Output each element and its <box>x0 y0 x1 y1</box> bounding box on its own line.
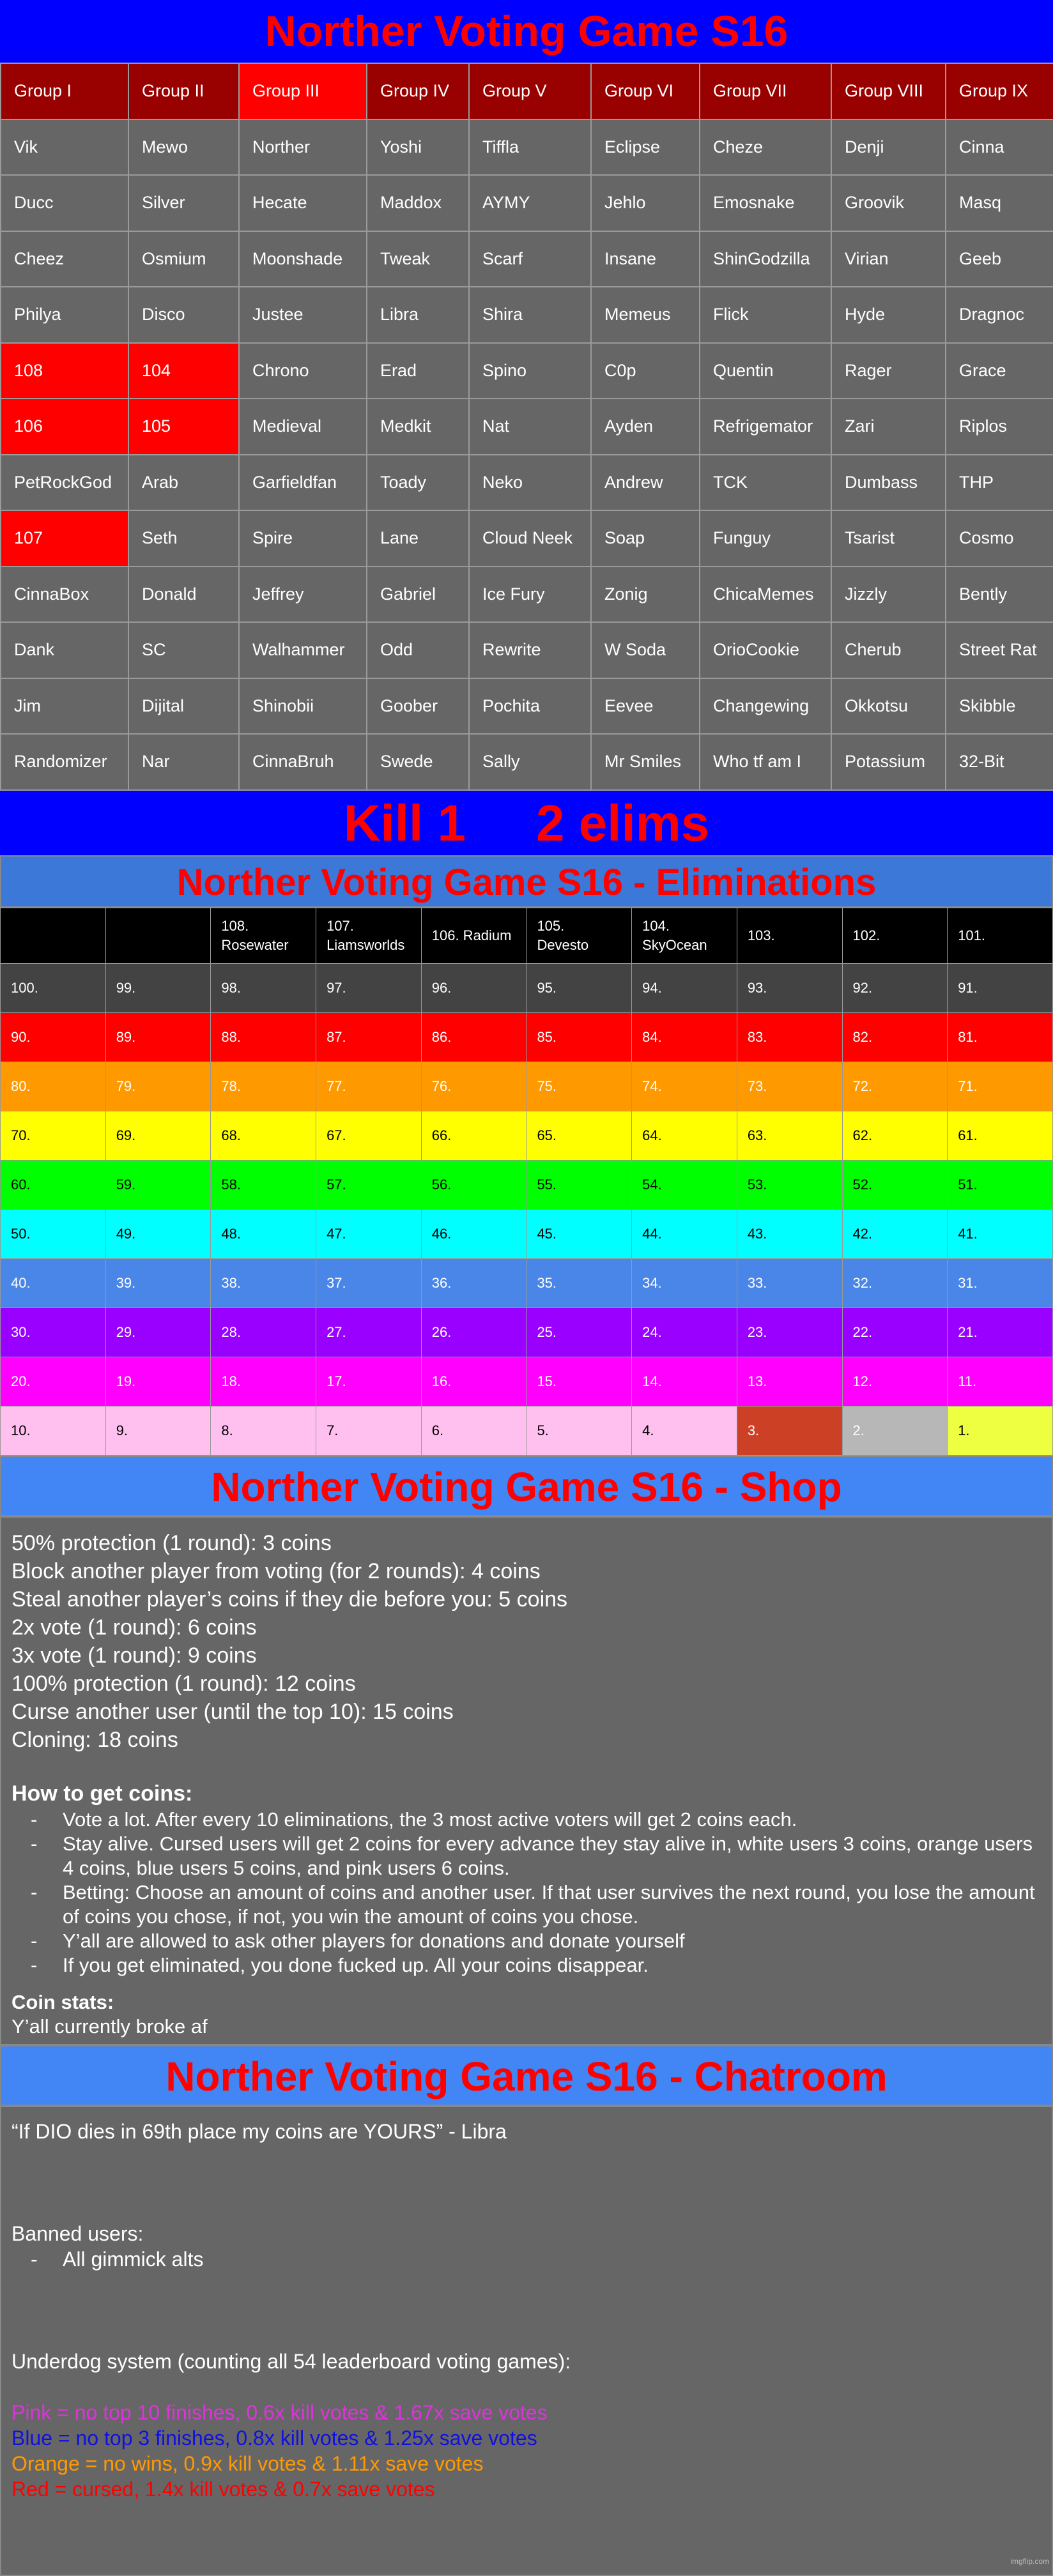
player-cell: PetRockGod <box>1 455 128 511</box>
placement-cell: 57. <box>316 1160 422 1209</box>
player-cell: Shira <box>469 287 591 343</box>
banned-heading: Banned users: <box>12 2222 144 2245</box>
player-cell: AYMY <box>469 175 591 231</box>
placement-cell: 68. <box>211 1111 316 1160</box>
player-cell: Geeb <box>946 231 1053 287</box>
player-cell: Insane <box>591 231 700 287</box>
player-cell: Soap <box>591 510 700 567</box>
placement-cell: 69. <box>105 1111 211 1160</box>
placement-cell: 36. <box>421 1258 526 1307</box>
placement-cell: 29. <box>105 1307 211 1357</box>
underdog-legend-item: Pink = no top 10 finishes, 0.6x kill votes & 1.67x save votes <box>12 2400 548 2424</box>
player-cell: Masq <box>946 175 1053 231</box>
placement-cell: 35. <box>526 1258 632 1307</box>
player-cell: Spire <box>239 510 367 567</box>
placement-cell: 72. <box>842 1062 948 1111</box>
player-cell: 108 <box>1 343 128 399</box>
group-header: Group VIII <box>831 63 946 119</box>
placement-row <box>1 1012 1053 1062</box>
placement-cell: 39. <box>105 1258 211 1307</box>
placement-cell: 56. <box>421 1160 526 1209</box>
placement-row <box>1 1111 1053 1160</box>
shop-item: 2x vote (1 round): 6 coins <box>12 1615 257 1640</box>
player-cell: Jehlo <box>591 175 700 231</box>
shop-title: Norther Voting Game S16 - Shop <box>0 1456 1053 1516</box>
player-cell: Lane <box>367 510 469 567</box>
player-cell: Vik <box>1 119 128 176</box>
placement-cell: 80. <box>1 1062 106 1111</box>
placement-cell: 63. <box>737 1111 842 1160</box>
placement-cell: 19. <box>105 1357 211 1406</box>
groups-row <box>1 510 1053 567</box>
placement-cell: 60. <box>1 1160 106 1209</box>
player-cell: Dijital <box>128 678 239 735</box>
how-heading: How to get coins: <box>12 1781 193 1806</box>
groups-row <box>1 287 1053 343</box>
elimination-slot: 101. <box>948 908 1053 963</box>
placement-cell: 3. <box>737 1406 842 1455</box>
shop-item: Steal another player’s coins if they die before you: 5 coins <box>12 1587 568 1612</box>
player-cell: 104 <box>128 343 239 399</box>
group-header: Group I <box>1 63 128 119</box>
player-cell: OrioCookie <box>700 622 831 678</box>
player-cell: W Soda <box>591 622 700 678</box>
groups-table <box>0 63 1053 791</box>
placement-cell: 30. <box>1 1307 106 1357</box>
group-header: Group IV <box>367 63 469 119</box>
groups-header-row <box>1 63 1053 119</box>
placement-cell: 31. <box>948 1258 1053 1307</box>
player-cell: Goober <box>367 678 469 735</box>
groups-row <box>1 734 1053 790</box>
placement-cell: 76. <box>421 1062 526 1111</box>
placement-row <box>1 1160 1053 1209</box>
placement-cell: 97. <box>316 963 422 1012</box>
shop-item: Block another player from voting (for 2 rounds): 4 coins <box>12 1559 541 1583</box>
placement-cell: 11. <box>948 1357 1053 1406</box>
player-cell: Hyde <box>831 287 946 343</box>
player-cell: TCK <box>700 455 831 511</box>
placement-cell: 20. <box>1 1357 106 1406</box>
placement-cell: 88. <box>211 1012 316 1062</box>
how-item: - Vote a lot. After every 10 eliminations, the 3 most active voters will get 2 coins each. <box>31 1808 1041 1832</box>
player-cell: Memeus <box>591 287 700 343</box>
placement-cell: 85. <box>526 1012 632 1062</box>
placement-cell: 77. <box>316 1062 422 1111</box>
player-cell: CinnaBruh <box>239 734 367 790</box>
player-cell: Flick <box>700 287 831 343</box>
player-cell: Emosnake <box>700 175 831 231</box>
player-cell: Silver <box>128 175 239 231</box>
groups-row <box>1 622 1053 678</box>
player-cell: Maddox <box>367 175 469 231</box>
placement-cell: 22. <box>842 1307 948 1357</box>
underdog-legend-item: Blue = no top 3 finishes, 0.8x kill votes & 1.25x save votes <box>12 2426 537 2450</box>
placement-cell: 24. <box>632 1307 737 1357</box>
elimination-slot: 107. Liamsworlds <box>316 908 422 963</box>
coin-stats-heading: Coin stats: <box>12 1990 114 2013</box>
placement-cell: 23. <box>737 1307 842 1357</box>
player-cell: Dragnoc <box>946 287 1053 343</box>
placement-cell: 74. <box>632 1062 737 1111</box>
player-cell: Osmium <box>128 231 239 287</box>
player-cell: Grace <box>946 343 1053 399</box>
player-cell: Skibble <box>946 678 1053 735</box>
groups-row <box>1 678 1053 735</box>
placement-cell: 48. <box>211 1209 316 1258</box>
placement-cell: 65. <box>526 1111 632 1160</box>
groups-row <box>1 399 1053 455</box>
watermark: imgflip.com <box>1010 2557 1049 2566</box>
player-cell: Cherub <box>831 622 946 678</box>
chatroom-title: Norther Voting Game S16 - Chatroom <box>0 2045 1053 2106</box>
how-item: - If you get eliminated, you done fucked up. All your coins disappear. <box>31 1953 1041 1978</box>
placement-cell: 7. <box>316 1406 422 1455</box>
placement-cell: 92. <box>842 963 948 1012</box>
group-header: Group VI <box>591 63 700 119</box>
elimination-slot: 104. SkyOcean <box>632 908 737 963</box>
placement-cell: 59. <box>105 1160 211 1209</box>
player-cell: Gabriel <box>367 567 469 623</box>
player-cell: Cheze <box>700 119 831 176</box>
player-cell: Funguy <box>700 510 831 567</box>
player-cell: Denji <box>831 119 946 176</box>
quote: “If DIO dies in 69th place my coins are YOURS” - Libra <box>12 2119 507 2143</box>
placement-cell: 82. <box>842 1012 948 1062</box>
elimination-slot <box>1 908 106 963</box>
placement-cell: 79. <box>105 1062 211 1111</box>
player-cell: Garfieldfan <box>239 455 367 511</box>
player-cell: Ice Fury <box>469 567 591 623</box>
placement-cell: 37. <box>316 1258 422 1307</box>
player-cell: Zonig <box>591 567 700 623</box>
placement-cell: 25. <box>526 1307 632 1357</box>
player-cell: Potassium <box>831 734 946 790</box>
placement-cell: 98. <box>211 963 316 1012</box>
underdog-heading: Underdog system (counting all 54 leaderboard voting games): <box>12 2349 571 2373</box>
player-cell: Ducc <box>1 175 128 231</box>
player-cell: Bently <box>946 567 1053 623</box>
player-cell: Groovik <box>831 175 946 231</box>
player-cell: Scarf <box>469 231 591 287</box>
placement-cell: 46. <box>421 1209 526 1258</box>
placement-cell: 10. <box>1 1406 106 1455</box>
placement-cell: 99. <box>105 963 211 1012</box>
how-item: - Betting: Choose an amount of coins and another user. If that user survives the next round, you lose the amount of coins you chose, if not, you win the amount of coins you chose. <box>31 1880 1041 1929</box>
placement-cell: 83. <box>737 1012 842 1062</box>
placement-cell: 32. <box>842 1258 948 1307</box>
placement-cell: 8. <box>211 1406 316 1455</box>
placement-cell: 90. <box>1 1012 106 1062</box>
placement-cell: 41. <box>948 1209 1053 1258</box>
player-cell: Quentin <box>700 343 831 399</box>
placement-cell: 50. <box>1 1209 106 1258</box>
kill-banner <box>0 791 1053 855</box>
player-cell: Virian <box>831 231 946 287</box>
player-cell: Mewo <box>128 119 239 176</box>
player-cell: Spino <box>469 343 591 399</box>
player-cell: Nat <box>469 399 591 455</box>
placement-cell: 34. <box>632 1258 737 1307</box>
player-cell: Nar <box>128 734 239 790</box>
coin-stats: Y’all currently broke af <box>12 2015 208 2038</box>
placement-cell: 13. <box>737 1357 842 1406</box>
player-cell: 107 <box>1 510 128 567</box>
player-cell: Cloud Neek <box>469 510 591 567</box>
player-cell: Rewrite <box>469 622 591 678</box>
placement-cell: 96. <box>421 963 526 1012</box>
player-cell: Dank <box>1 622 128 678</box>
player-cell: Riplos <box>946 399 1053 455</box>
placement-cell: 21. <box>948 1307 1053 1357</box>
eliminations-table <box>0 908 1053 1456</box>
player-cell: Eevee <box>591 678 700 735</box>
placement-cell: 81. <box>948 1012 1053 1062</box>
player-cell: Mr Smiles <box>591 734 700 790</box>
placement-cell: 62. <box>842 1111 948 1160</box>
placement-cell: 16. <box>421 1357 526 1406</box>
placement-cell: 75. <box>526 1062 632 1111</box>
placement-cell: 51. <box>948 1160 1053 1209</box>
placement-row <box>1 1357 1053 1406</box>
page-title: Norther Voting Game S16 <box>0 0 1053 63</box>
placement-cell: 84. <box>632 1012 737 1062</box>
elimination-slot: 102. <box>842 908 948 963</box>
placement-cell: 86. <box>421 1012 526 1062</box>
player-cell: THP <box>946 455 1053 511</box>
player-cell: Tsarist <box>831 510 946 567</box>
player-cell: Yoshi <box>367 119 469 176</box>
player-cell: Swede <box>367 734 469 790</box>
shop-item: Cloning: 18 coins <box>12 1727 178 1752</box>
eliminations-title: Norther Voting Game S16 - Eliminations <box>0 855 1053 908</box>
placement-cell: 1. <box>948 1406 1053 1455</box>
shop-item: Curse another user (until the top 10): 15 coins <box>12 1699 454 1724</box>
player-cell: Okkotsu <box>831 678 946 735</box>
player-cell: Walhammer <box>239 622 367 678</box>
player-cell: Odd <box>367 622 469 678</box>
placement-cell: 55. <box>526 1160 632 1209</box>
player-cell: Neko <box>469 455 591 511</box>
player-cell: C0p <box>591 343 700 399</box>
player-cell: 105 <box>128 399 239 455</box>
player-cell: Cosmo <box>946 510 1053 567</box>
placement-cell: 67. <box>316 1111 422 1160</box>
placement-cell: 93. <box>737 963 842 1012</box>
player-cell: 32-Bit <box>946 734 1053 790</box>
player-cell: Jeffrey <box>239 567 367 623</box>
underdog-legend-item: Orange = no wins, 0.9x kill votes & 1.11x save votes <box>12 2451 484 2475</box>
player-cell: Andrew <box>591 455 700 511</box>
placement-cell: 42. <box>842 1209 948 1258</box>
player-cell: Medieval <box>239 399 367 455</box>
group-header: Group IX <box>946 63 1053 119</box>
player-cell: Cheez <box>1 231 128 287</box>
placement-cell: 12. <box>842 1357 948 1406</box>
elimination-slot: 108. Rosewater <box>211 908 316 963</box>
shop-item: 3x vote (1 round): 9 coins <box>12 1643 257 1668</box>
groups-row <box>1 455 1053 511</box>
placement-cell: 38. <box>211 1258 316 1307</box>
placement-cell: 33. <box>737 1258 842 1307</box>
player-cell: Donald <box>128 567 239 623</box>
groups-row <box>1 567 1053 623</box>
placement-row <box>1 963 1053 1012</box>
player-cell: 106 <box>1 399 128 455</box>
how-item: - Y’all are allowed to ask other players for donations and donate yourself <box>31 1929 1041 1953</box>
player-cell: Norther <box>239 119 367 176</box>
placement-cell: 47. <box>316 1209 422 1258</box>
placement-cell: 14. <box>632 1357 737 1406</box>
player-cell: Ayden <box>591 399 700 455</box>
player-cell: Refrigemator <box>700 399 831 455</box>
groups-row <box>1 343 1053 399</box>
player-cell: Dumbass <box>831 455 946 511</box>
player-cell: Zari <box>831 399 946 455</box>
placement-row <box>1 1209 1053 1258</box>
how-item: - Stay alive. Cursed users will get 2 coins for every advance they stay alive in, white users 3 coins, orange users 4 coins, blue users 5 coins, and pink users 6 coins. <box>31 1832 1041 1880</box>
placement-cell: 53. <box>737 1160 842 1209</box>
shop-content <box>0 1516 1053 2045</box>
player-cell: Cinna <box>946 119 1053 176</box>
player-cell: Changewing <box>700 678 831 735</box>
player-cell: Toady <box>367 455 469 511</box>
player-cell: Shinobii <box>239 678 367 735</box>
groups-row <box>1 119 1053 176</box>
placement-cell: 6. <box>421 1406 526 1455</box>
player-cell: Tweak <box>367 231 469 287</box>
player-cell: Rager <box>831 343 946 399</box>
player-cell: Disco <box>128 287 239 343</box>
player-cell: Libra <box>367 287 469 343</box>
player-cell: Chrono <box>239 343 367 399</box>
placement-cell: 54. <box>632 1160 737 1209</box>
player-cell: SC <box>128 622 239 678</box>
placement-cell: 2. <box>842 1406 948 1455</box>
player-cell: ShinGodzilla <box>700 231 831 287</box>
player-cell: Moonshade <box>239 231 367 287</box>
placement-cell: 40. <box>1 1258 106 1307</box>
player-cell: ChicaMemes <box>700 567 831 623</box>
group-header: Group II <box>128 63 239 119</box>
player-cell: Seth <box>128 510 239 567</box>
groups-row <box>1 175 1053 231</box>
placement-cell: 44. <box>632 1209 737 1258</box>
placement-row <box>1 1406 1053 1455</box>
player-cell: Jim <box>1 678 128 735</box>
placement-cell: 66. <box>421 1111 526 1160</box>
player-cell: Philya <box>1 287 128 343</box>
placement-row <box>1 1258 1053 1307</box>
underdog-legend-item: Red = cursed, 1.4x kill votes & 0.7x save votes <box>12 2477 435 2501</box>
player-cell: Hecate <box>239 175 367 231</box>
player-cell: Sally <box>469 734 591 790</box>
placement-cell: 28. <box>211 1307 316 1357</box>
player-cell: Erad <box>367 343 469 399</box>
player-cell: Jizzly <box>831 567 946 623</box>
kill-count: Kill 1 <box>343 794 466 851</box>
elimination-slot: 103. <box>737 908 842 963</box>
chatroom-content <box>0 2106 1053 2576</box>
elimination-slot: 105. Devesto <box>526 908 632 963</box>
groups-row <box>1 231 1053 287</box>
placement-cell: 5. <box>526 1406 632 1455</box>
placement-cell: 70. <box>1 1111 106 1160</box>
placement-cell: 58. <box>211 1160 316 1209</box>
player-cell: CinnaBox <box>1 567 128 623</box>
placement-cell: 61. <box>948 1111 1053 1160</box>
placement-cell: 4. <box>632 1406 737 1455</box>
placement-cell: 95. <box>526 963 632 1012</box>
placement-cell: 94. <box>632 963 737 1012</box>
placement-cell: 100. <box>1 963 106 1012</box>
placement-cell: 49. <box>105 1209 211 1258</box>
group-header: Group V <box>469 63 591 119</box>
shop-item: 100% protection (1 round): 12 coins <box>12 1671 356 1696</box>
shop-item: 50% protection (1 round): 3 coins <box>12 1530 332 1555</box>
player-cell: Justee <box>239 287 367 343</box>
player-cell: Street Rat <box>946 622 1053 678</box>
player-cell: Arab <box>128 455 239 511</box>
player-cell: Medkit <box>367 399 469 455</box>
group-header: Group VII <box>700 63 831 119</box>
placement-cell: 26. <box>421 1307 526 1357</box>
placement-cell: 18. <box>211 1357 316 1406</box>
placement-cell: 45. <box>526 1209 632 1258</box>
player-cell: Who tf am I <box>700 734 831 790</box>
placement-cell: 9. <box>105 1406 211 1455</box>
elim-count: 2 elims <box>535 794 710 851</box>
elimination-slot <box>105 908 211 963</box>
player-cell: Pochita <box>469 678 591 735</box>
placement-cell: 71. <box>948 1062 1053 1111</box>
placement-cell: 73. <box>737 1062 842 1111</box>
player-cell: Tiffla <box>469 119 591 176</box>
elimination-slot: 106. Radium <box>421 908 526 963</box>
banned-item: - All gimmick alts <box>31 2246 1041 2272</box>
placement-cell: 91. <box>948 963 1053 1012</box>
placement-cell: 89. <box>105 1012 211 1062</box>
player-cell: Eclipse <box>591 119 700 176</box>
eliminations-header-row <box>1 908 1053 963</box>
placement-cell: 87. <box>316 1012 422 1062</box>
placement-cell: 52. <box>842 1160 948 1209</box>
group-header: Group III <box>239 63 367 119</box>
player-cell: Randomizer <box>1 734 128 790</box>
placement-cell: 78. <box>211 1062 316 1111</box>
placement-row <box>1 1307 1053 1357</box>
placement-cell: 43. <box>737 1209 842 1258</box>
placement-row <box>1 1062 1053 1111</box>
placement-cell: 27. <box>316 1307 422 1357</box>
placement-cell: 17. <box>316 1357 422 1406</box>
placement-cell: 64. <box>632 1111 737 1160</box>
placement-cell: 15. <box>526 1357 632 1406</box>
